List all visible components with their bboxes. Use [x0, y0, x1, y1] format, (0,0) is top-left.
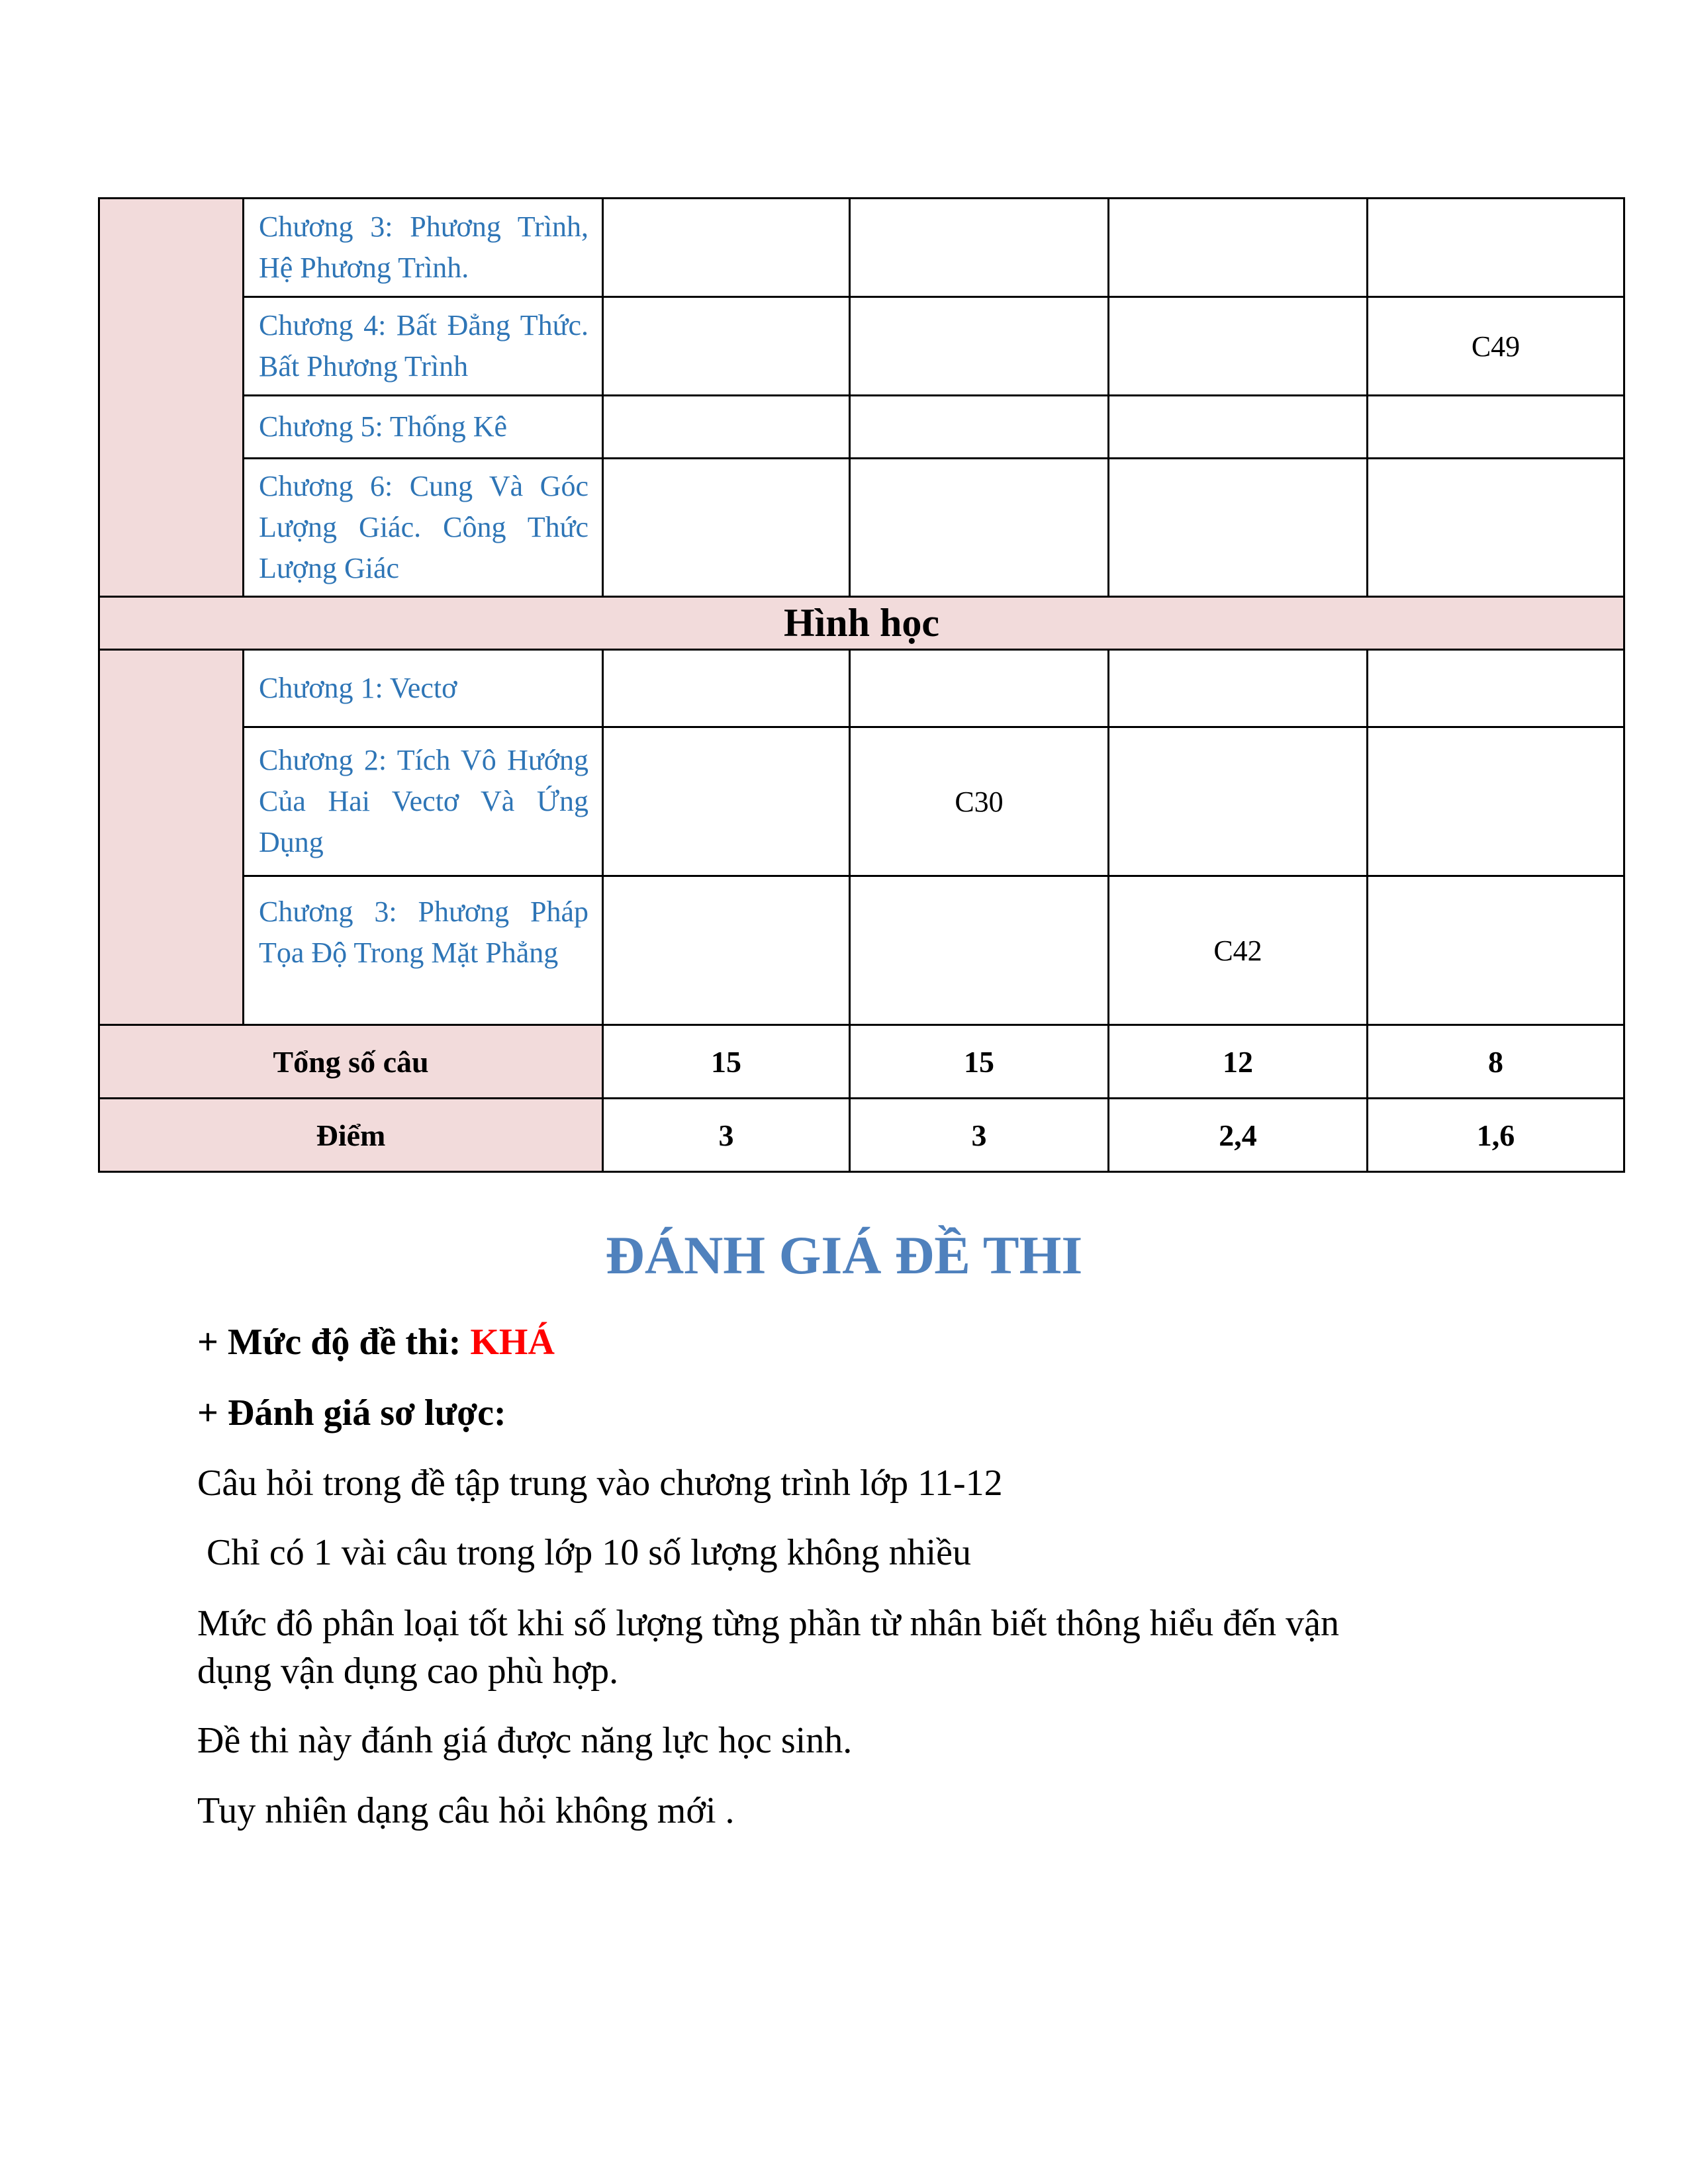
total-value: 8 — [1368, 1025, 1624, 1099]
score-value: 1,6 — [1368, 1099, 1624, 1172]
table-row — [99, 297, 1624, 396]
mark-cell — [603, 396, 850, 459]
section-title-geometry: Hình học — [99, 597, 1624, 650]
evaluation-text-line: dụng vận dụng cao phù hợp. — [197, 1651, 619, 1692]
topic-cell: Chương 2: Tích Vô Hướng Của Hai Vectơ Và Ứng Dụng — [244, 727, 603, 876]
topic-cell: Chương 6: Cung Và Góc Lượng Giác. Công Thức Lượng Giác — [244, 459, 603, 597]
score-value: 3 — [603, 1099, 850, 1172]
mark-cell — [1368, 459, 1624, 597]
score-label: Điểm — [99, 1099, 603, 1172]
table-row — [99, 199, 1624, 297]
exam-matrix-table — [98, 197, 1625, 1173]
topic-cell: Chương 1: Vectơ — [244, 650, 603, 727]
mark-cell — [1368, 876, 1624, 1025]
mark-cell — [603, 727, 850, 876]
score-value: 2,4 — [1109, 1099, 1368, 1172]
topic-cell: Chương 4: Bất Đẳng Thức. Bất Phương Trình — [244, 297, 603, 396]
evaluation-text-line: Tuy nhiên dạng câu hỏi không mới . — [197, 1790, 735, 1831]
total-row — [99, 1025, 1624, 1099]
mark-cell — [603, 650, 850, 727]
mark-cell — [1368, 396, 1624, 459]
mark-cell — [1368, 727, 1624, 876]
score-value: 3 — [850, 1099, 1109, 1172]
table-row — [99, 396, 1624, 459]
evaluation-text-line: Đề thi này đánh giá được năng lực học sinh. — [197, 1720, 853, 1761]
mark-cell — [1109, 727, 1368, 876]
topic-cell: Chương 3: Phương Trình, Hệ Phương Trình. — [244, 199, 603, 297]
mark-cell — [1109, 396, 1368, 459]
mark-cell — [850, 396, 1109, 459]
mark-cell — [850, 650, 1109, 727]
mark-cell — [1368, 199, 1624, 297]
section-row — [99, 597, 1624, 650]
mark-cell — [603, 876, 850, 1025]
mark-cell — [1109, 297, 1368, 396]
mark-cell — [1109, 650, 1368, 727]
mark-cell — [850, 199, 1109, 297]
mark-cell — [850, 459, 1109, 597]
total-label: Tổng số câu — [99, 1025, 603, 1099]
table-row — [99, 459, 1624, 597]
score-row — [99, 1099, 1624, 1172]
mark-cell: C49 — [1368, 297, 1624, 396]
table-row — [99, 876, 1624, 1025]
mark-cell — [850, 297, 1109, 396]
exam-level-line — [197, 1321, 555, 1363]
table-row — [99, 650, 1624, 727]
exam-level-label: + Mức độ đề thi: — [197, 1322, 471, 1363]
exam-level-value: KHÁ — [470, 1322, 555, 1363]
total-value: 12 — [1109, 1025, 1368, 1099]
evaluation-text-line: Mức đô phân loại tốt khi số lượng từng phần từ nhân biết thông hiểu đến vận — [197, 1603, 1340, 1644]
table-row — [99, 727, 1624, 876]
geometry-group-cell — [99, 650, 244, 1025]
total-value: 15 — [850, 1025, 1109, 1099]
total-value: 15 — [603, 1025, 850, 1099]
mark-cell — [603, 297, 850, 396]
topic-cell: Chương 5: Thống Kê — [244, 396, 603, 459]
evaluation-text-line: Chỉ có 1 vài câu trong lớp 10 số lượng không nhiều — [197, 1532, 971, 1573]
mark-cell — [850, 876, 1109, 1025]
mark-cell — [603, 459, 850, 597]
mark-cell: C42 — [1109, 876, 1368, 1025]
evaluation-title: ĐÁNH GIÁ ĐỀ THI — [605, 1225, 1083, 1285]
mark-cell — [1368, 650, 1624, 727]
evaluation-text-line: Câu hỏi trong đề tập trung vào chương trình lớp 11-12 — [197, 1463, 1003, 1504]
mark-cell — [1109, 459, 1368, 597]
mark-cell — [1109, 199, 1368, 297]
mark-cell — [603, 199, 850, 297]
topic-cell: Chương 3: Phương Pháp Tọa Độ Trong Mặt Phẳng — [244, 876, 603, 1025]
summary-label: + Đánh giá sơ lược: — [197, 1392, 506, 1433]
mark-cell: C30 — [850, 727, 1109, 876]
algebra-group-cell — [99, 199, 244, 597]
